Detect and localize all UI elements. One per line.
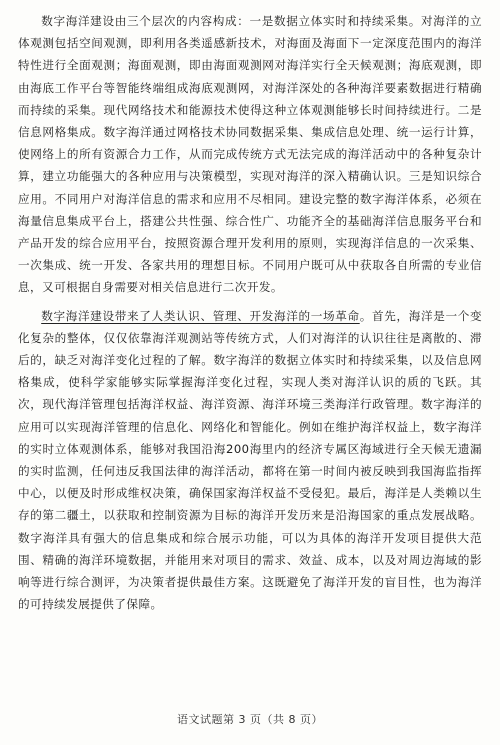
paragraph-1 — [18, 10, 482, 299]
paragraph-2-text: 。首先，海洋是一个变化复杂的整体，仅仅依靠海洋观测站等传统方式，人们对海洋的认识往往是离散的、滞后的，缺乏对海洋变化过程的了解。数字海洋的数据立体实时和持续采集，以及信息网格集成，使科学家能够实际掌握海洋变化过程，实现人类对海洋认识的质的飞跃。其次，现代海洋管理包括海洋权益、海洋资源、海洋环境三类海洋行政管理。数字海洋的应用可以实现海洋管理的信息化、网络化和智能化。例如在维护海洋权益上，数字海洋的实时立体观测体系，能够对我国沿海200海里内的经济专属区海域进行全天候无遗漏的实时监测，任何违反我国法律的海洋活动，都将在第一时间内被反映到我国海监指挥中心，以便及时形成维权决策，确保国家海洋权益不受侵犯。最后，海洋是人类赖以生存的第二疆土，以获取和控制资源为目标的海洋开发历来是沿海国家的重点发展战略。数字海洋具有强大的信息集成和综合展示功能，可以为具体的海洋开发项目提供大范围、精确的海洋环境数据，并能用来对项目的需求、效益、成本，以及对周边海域的影响等进行综合测评，为决策者提供最佳方案。这既避免了海洋开发的盲目性，也为海洋的可持续发展提供了保障。 — [18, 308, 482, 612]
paragraph-2 — [18, 305, 482, 616]
paragraph-1-text: 数字海洋建设由三个层次的内容构成：一是数据立体实时和持续采集。对海洋的立体观测包括空间观测，即利用各类遥感新技术，对海面及海面下一定深度范围内的海洋特性进行全面观测；海面观测，即由海面观测网对海洋实行全天候观测；海底观测，即由海底工作平台等智能终端组成海底观测网，对海洋深处的各种海洋要素数据进行精确而持续的采集。现代网络技术和能源技术使得这种立体观测能够长时间持续进行。二是信息网格集成。数字海洋通过网格技术协同数据采集、集成信息处理、统一运行计算，使网络上的所有资源合力工作，从而完成传统方式无法完成的海洋活动中的各种复杂计算，建立功能强大的各种应用与决策模型，实现对海洋的深入精确认识。三是知识综合应用。不同用户对海洋信息的需求和应用不尽相同。建设完整的数字海洋体系，必须在海量信息集成平台上，搭建公共性强、综合性广、功能齐全的基础海洋信息服务平台和产品开发的综合应用平台，按照资源合理开发利用的原则，实现海洋信息的一次采集、一次集成、统一开发、各家共用的理想目标。不同用户既可从中获取各自所需的专业信息，又可根据自身需要对相关信息进行二次开发。 — [18, 14, 482, 295]
paragraph-2-underlined-sentence: 数字海洋建设带来了人类认识、管理、开发海洋的一场革命 — [41, 308, 360, 323]
page-footer: 语文试题第 3 页（共 8 页） — [177, 713, 323, 726]
